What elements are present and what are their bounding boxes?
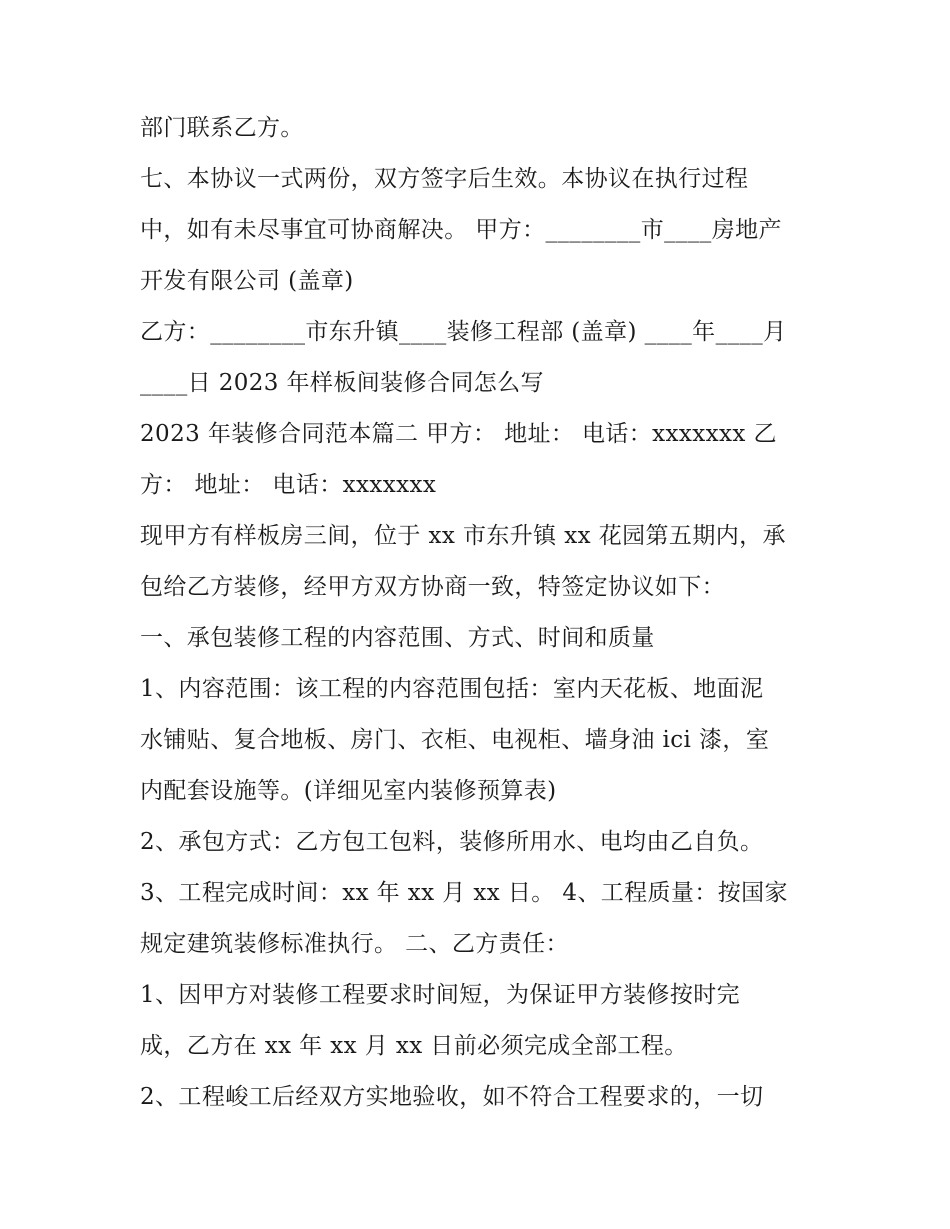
text-line: 1、内容范围：该工程的内容范围包括：室内天花板、地面泥 <box>140 676 764 702</box>
text-line: ____日 2023 年样板间装修合同怎么写 <box>140 370 544 396</box>
text-line: 3、工程完成时间：xx 年 xx 月 xx 日。 4、工程质量：按国家 <box>140 880 788 906</box>
text-line: 中，如有未尽事宜可协商解决。 甲方：________市____房地产 <box>140 217 782 243</box>
text-line: 包给乙方装修，经甲方双方协商一致，特签定协议如下： <box>140 574 725 600</box>
text-line: 方： 地址： 电话：xxxxxxx <box>140 472 437 498</box>
text-line: 规定建筑装修标准执行。 二、乙方责任： <box>140 931 569 957</box>
text-line: 内配套设施等。(详细见室内装修预算表) <box>140 778 557 804</box>
text-line: 2、工程峻工后经双方实地验收，如不符合工程要求的，一切 <box>140 1084 764 1110</box>
text-line: 成，乙方在 xx 年 xx 月 xx 日前必须完成全部工程。 <box>140 1033 688 1059</box>
text-line: 七、本协议一式两份，双方签字后生效。本协议在执行过程 <box>140 166 749 192</box>
text-line: 部门联系乙方。 <box>140 115 304 141</box>
text-line: 现甲方有样板房三间，位于 xx 市东升镇 xx 花园第五期内，承 <box>140 523 786 549</box>
text-line: 2、承包方式：乙方包工包料，装修所用水、电均由乙自负。 <box>140 829 764 855</box>
text-line: 2023 年装修合同范本篇二 甲方： 地址： 电话：xxxxxxx 乙 <box>140 421 777 447</box>
text-line: 开发有限公司 (盖章) <box>140 268 354 294</box>
text-line: 乙方：________市东升镇____装修工程部 (盖章) ____年____月 <box>140 319 787 345</box>
text-line: 水铺贴、复合地板、房门、衣柜、电视柜、墙身油 ici 漆，室 <box>140 727 770 753</box>
text-line: 1、因甲方对装修工程要求时间短，为保证甲方装修按时完 <box>140 982 741 1008</box>
section-heading: 一、承包装修工程的内容范围、方式、时间和质量 <box>140 625 655 651</box>
